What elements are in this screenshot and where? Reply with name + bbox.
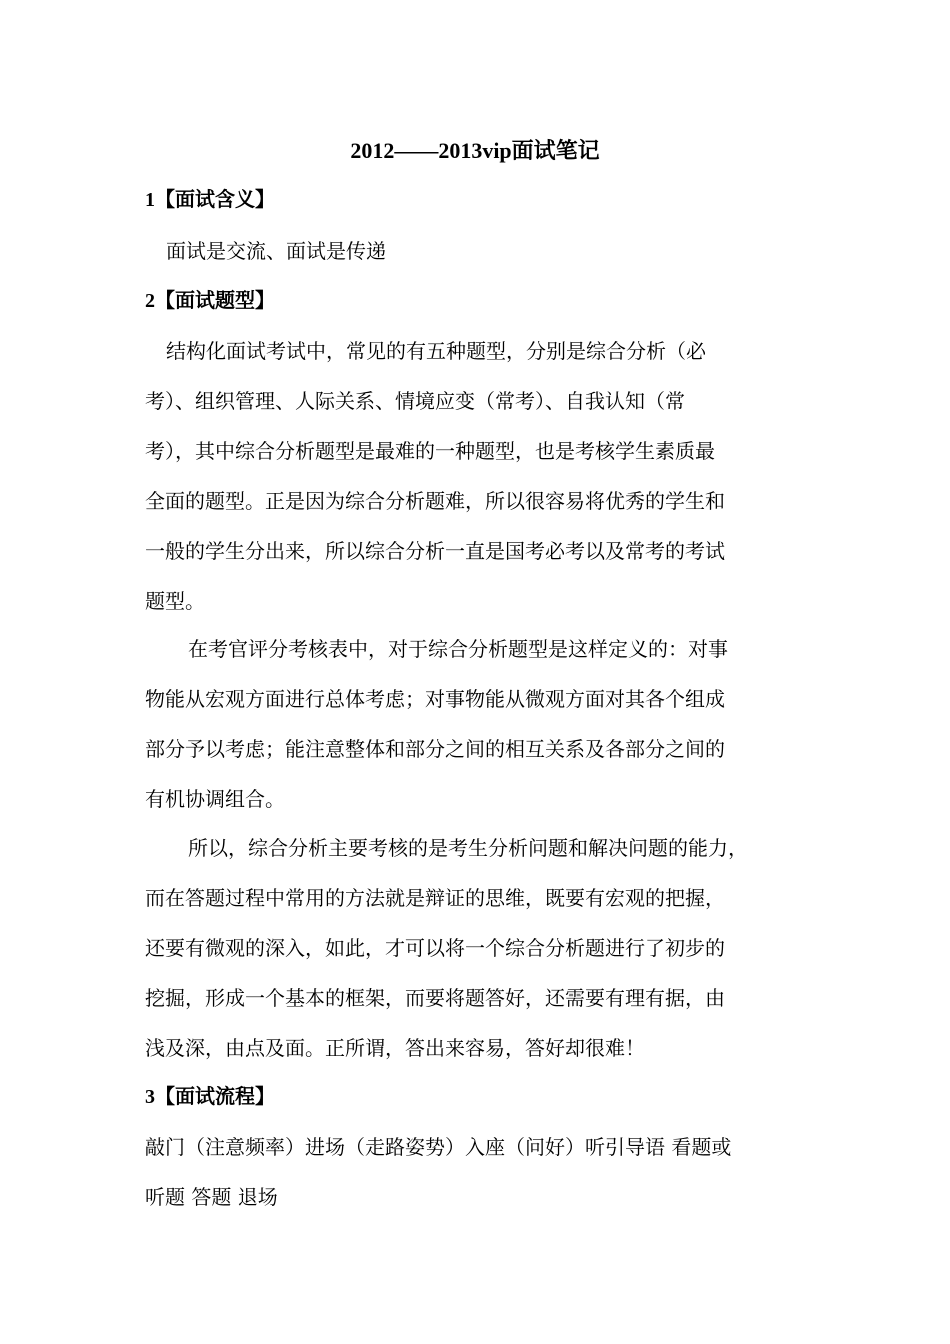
text-line: 在考官评分考核表中，对于综合分析题型是这样定义的：对事 <box>188 637 728 661</box>
text-line: 物能从宏观方面进行总体考虑；对事物能从微观方面对其各个组成 <box>145 687 725 711</box>
text-line: 敲门（注意频率）进场（走路姿势）入座（问好）听引导语 看题或 <box>145 1135 732 1159</box>
section-heading-question-types: 2【面试题型】 <box>145 290 275 312</box>
text-line: 所以，综合分析主要考核的是考生分析问题和解决问题的能力， <box>188 836 748 860</box>
text-line: 还要有微观的深入，如此，才可以将一个综合分析题进行了初步的 <box>145 936 725 960</box>
text-line: 考），其中综合分析题型是最难的一种题型，也是考核学生素质最 <box>145 439 715 463</box>
text-line: 部分予以考虑；能注意整体和部分之间的相互关系及各部分之间的 <box>145 737 725 761</box>
text-line: 全面的题型。正是因为综合分析题难，所以很容易将优秀的学生和 <box>145 489 725 513</box>
section-heading-process: 3【面试流程】 <box>145 1086 275 1108</box>
text-line: 考）、组织管理、人际关系、情境应变（常考）、自我认知（常 <box>145 389 685 413</box>
text-line: 浅及深，由点及面。正所谓，答出来容易，答好却很难！ <box>145 1036 645 1060</box>
text-line: 题型。 <box>145 589 205 613</box>
text-line: 而在答题过程中常用的方法就是辩证的思维，既要有宏观的把握， <box>145 886 725 910</box>
text-line: 面试是交流、面试是传递 <box>166 239 386 263</box>
text-line: 结构化面试考试中，常见的有五种题型，分别是综合分析（必 <box>166 339 706 363</box>
text-line: 挖掘，形成一个基本的框架，而要将题答好，还需要有理有据，由 <box>145 986 725 1010</box>
document-title: 2012——2013vip面试笔记 <box>350 138 600 163</box>
text-line: 有机协调组合。 <box>145 787 285 811</box>
text-line: 一般的学生分出来，所以综合分析一直是国考必考以及常考的考试 <box>145 539 725 563</box>
section-heading-meaning: 1【面试含义】 <box>145 189 275 211</box>
text-line: 听题 答题 退场 <box>145 1185 278 1209</box>
